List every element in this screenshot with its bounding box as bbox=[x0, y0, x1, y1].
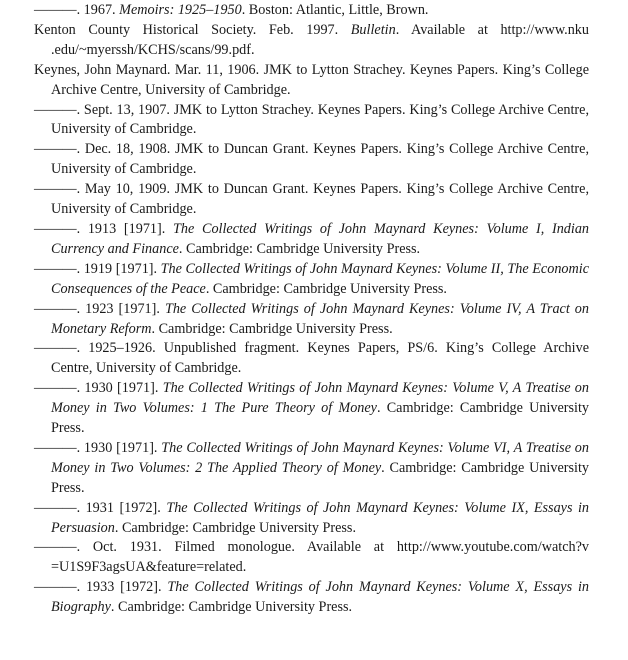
entry-text: ———. 1933 [1972]. bbox=[34, 579, 168, 596]
entry-text: . Cambridge: Cambridge University Press. bbox=[178, 240, 421, 257]
entry-text: ———. 1931 [1972]. bbox=[34, 499, 167, 516]
entry-text: ———. 1913 [1971]. bbox=[34, 220, 173, 237]
bibliography-entry bbox=[34, 101, 589, 141]
bibliography-entry bbox=[34, 220, 589, 260]
bibliography-list bbox=[34, 1, 589, 618]
entry-text: . Cambridge: Cambridge University Press. bbox=[51, 459, 589, 496]
entry-text: ———. 1925–1926. Unpublished fragment. Keynes Papers, PS/6. King’s College Archive Centre, University of Cambridge. bbox=[34, 340, 589, 377]
entry-text: . Boston: Atlantic, Little, Brown. bbox=[241, 2, 429, 18]
entry-text: Keynes, John Maynard. Mar. 11, 1906. JMK to Lytton Strachey. Keynes Papers. King’s College Archive Centre, University of Cambridge. bbox=[34, 61, 589, 98]
bibliography-entry bbox=[34, 499, 589, 539]
entry-text: . Available at http://www.nku .edu/~myerssh/KCHS/scans/99.pdf. bbox=[51, 21, 589, 58]
entry-text: . Cambridge: Cambridge University Press. bbox=[110, 599, 353, 616]
entry-text: ———. Oct. 1931. Filmed monologue. Available at http://www.youtube.com/watch?v =U1S9F3agsUA&feature=related. bbox=[34, 539, 589, 576]
entry-title: The Collected Writings of John Maynard Keynes: Volume VI, A Treatise on Money in Two Volumes: 2 The Applied Theory of Money bbox=[51, 439, 589, 476]
entry-title: Bulletin bbox=[350, 21, 396, 38]
entry-text: ———. 1967. bbox=[34, 2, 120, 18]
entry-title: The Collected Writings of John Maynard Keynes: Volume IV, A Tract on Monetary Reform bbox=[51, 300, 589, 337]
entry-text: . Cambridge: Cambridge University Press. bbox=[205, 280, 447, 297]
entry-title: The Collected Writings of John Maynard Keynes: Volume V, A Treatise on Money in Two Volumes: 1 The Pure Theory of Money bbox=[51, 380, 589, 417]
entry-text: ———. Dec. 18, 1908. JMK to Duncan Grant. Keynes Papers. King’s College Archive Centre, University of Cambridge. bbox=[34, 141, 589, 178]
entry-title: The Collected Writings of John Maynard Keynes: Volume IX, Essays in Persuasion bbox=[51, 499, 590, 536]
entry-text: ———. 1930 [1971]. bbox=[34, 439, 162, 456]
entry-title: The Collected Writings of John Maynard Keynes: Volume I, Indian Currency and Finance bbox=[51, 220, 590, 257]
bibliography-entry bbox=[34, 379, 589, 439]
bibliography-entry bbox=[34, 21, 589, 61]
bibliography-entry bbox=[34, 339, 589, 379]
entry-text: ———. 1919 [1971]. bbox=[34, 260, 161, 277]
entry-title: The Collected Writings of John Maynard Keynes: Volume X, Essays in Biography bbox=[51, 579, 589, 616]
bibliography-entry bbox=[34, 578, 589, 618]
bibliography-entry bbox=[34, 538, 589, 578]
entry-text: ———. 1923 [1971]. bbox=[34, 300, 165, 317]
entry-title: The Collected Writings of John Maynard Keynes: Volume II, The Economic Consequences of the Peace bbox=[51, 260, 589, 297]
entry-text: . Cambridge: Cambridge University Press. bbox=[51, 400, 590, 437]
bibliography-entry bbox=[34, 1, 589, 21]
bibliography-entry bbox=[34, 180, 589, 220]
bibliography-entry bbox=[34, 300, 589, 340]
entry-text: ———. May 10, 1909. JMK to Duncan Grant. Keynes Papers. King’s College Archive Centre, University of Cambridge. bbox=[34, 181, 589, 218]
entry-text: Kenton County Historical Society. Feb. 1997. bbox=[34, 21, 351, 38]
bibliography-entry bbox=[34, 140, 589, 180]
bibliography-entry bbox=[34, 260, 589, 300]
bibliography-entry bbox=[34, 61, 589, 101]
entry-text: . Cambridge: Cambridge University Press. bbox=[151, 320, 393, 337]
entry-text: ———. Sept. 13, 1907. JMK to Lytton Strachey. Keynes Papers. King’s College Archive Centre, University of Cambridge. bbox=[34, 101, 589, 138]
entry-text: ———. 1930 [1971]. bbox=[34, 380, 163, 397]
bibliography-entry bbox=[34, 439, 589, 499]
entry-title: Memoirs: 1925–1950 bbox=[119, 2, 242, 18]
entry-text: . Cambridge: Cambridge University Press. bbox=[114, 519, 356, 536]
